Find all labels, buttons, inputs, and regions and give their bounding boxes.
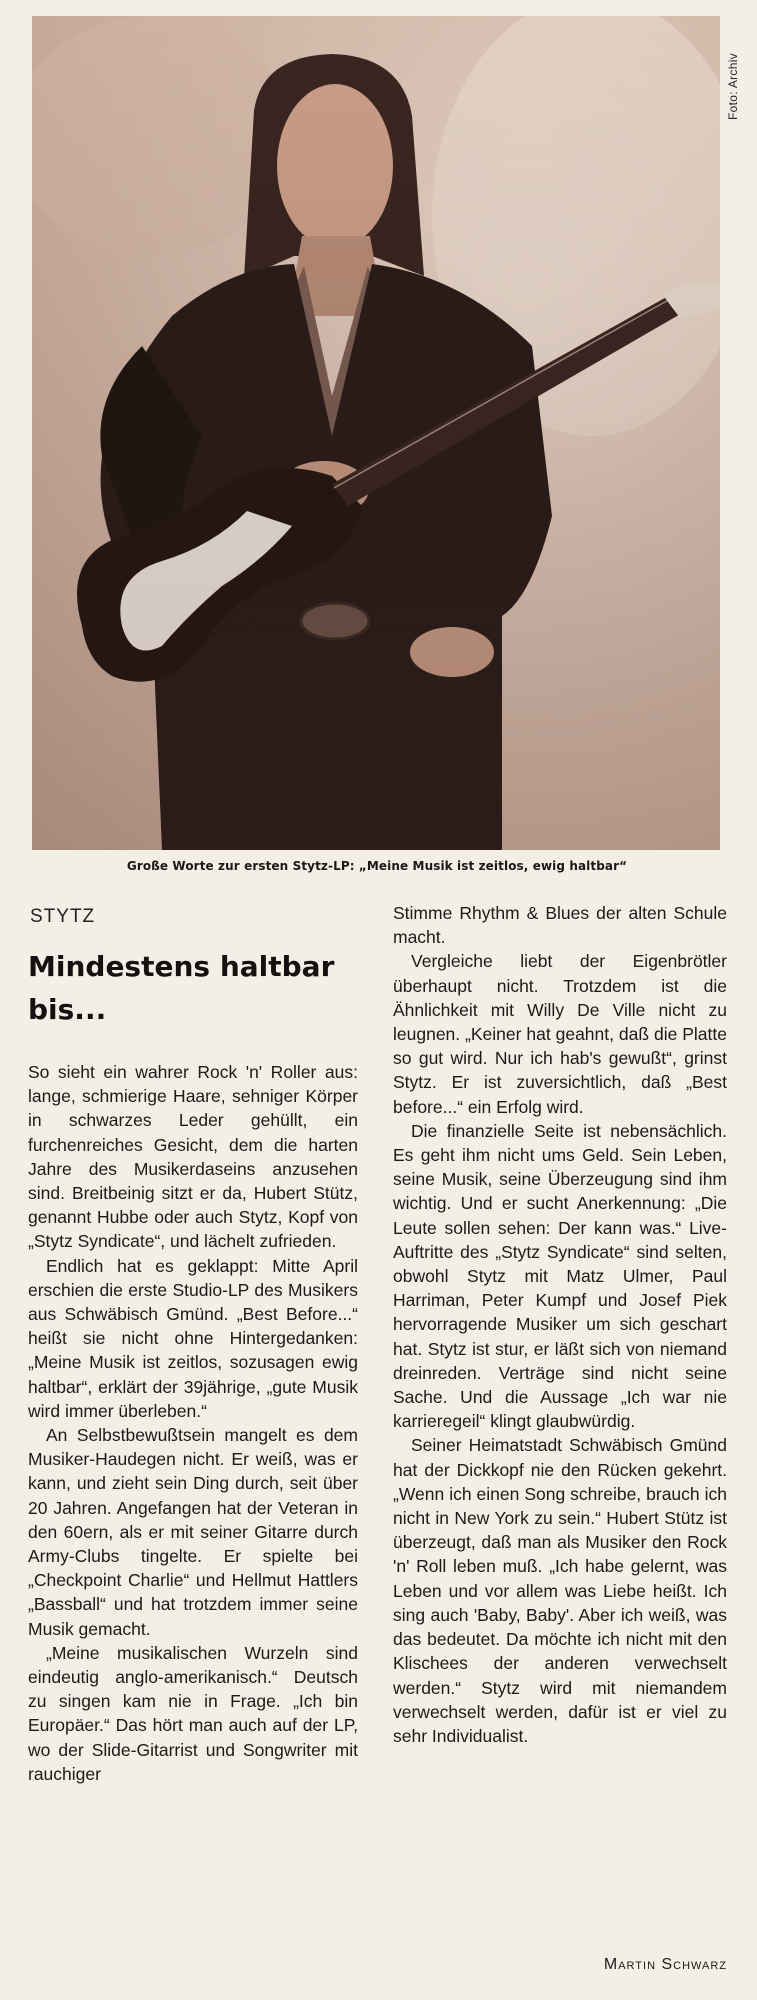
- article-headline: Mindestens haltbar bis...: [28, 950, 335, 1026]
- paragraph: An Selbstbewußtsein mangelt es dem Musiker-Haudegen nicht. Er weiß, was er kann, und zieht sein Ding durch, seit über 20 Jahren. Angefangen hat der Veteran in den 60ern, als er mit seiner Gitarre durch Army-Clubs tingelte. Er spielte bei „Checkpoint Charlie“ und Hellmut Hattlers „Bassball“ und hat trotzdem immer seine Musik gemacht.: [28, 1425, 358, 1639]
- paragraph: Endlich hat es geklappt: Mitte April erschien die erste Studio-LP des Musikers aus Schwäbisch Gmünd. „Best Before...“ heißt sie nicht ohne Hintergedanken: „Meine Musik ist zeitlos, sozusagen ewig haltbar“, erklärt der 39jährige, „gute Musik wird immer überleben.“: [28, 1255, 358, 1421]
- article-column-right: [393, 901, 727, 1748]
- photo-credit: Foto: Archiv: [726, 53, 740, 120]
- paragraph: So sieht ein wahrer Rock 'n' Roller aus: lange, schmierige Haare, sehniger Körper in schwarzes Leder gehüllt, ein furchenreiches Gesicht, dem die harten Jahre des Musikerdaseins anzusehen sind. Breitbeinig sitzt er da, Hubert Stütz, genannt Hubbe oder auch Stytz, Kopf von „Stytz Syndicate“, und lächelt zufrieden.: [28, 1062, 358, 1252]
- article-column-left: [28, 1060, 358, 1786]
- paragraph: Die finanzielle Seite ist nebensächlich. Es geht ihm nicht ums Geld. Sein Leben, seine Musik, seine Überzeugung sind ihm wichtig. Und er sucht Anerkennung: „Die Leute sollen sehen: Der kann was.“ Live-Auftritte des „Stytz Syndicate“ sind selten, obwohl Stytz mit Matz Ulmer, Paul Harriman, Peter Kumpf und Josef Piek hervorragende Musiker um sich geschart hat. Stytz ist stur, er läßt sich von niemand dreinreden. Verträge sind nicht seine Sache. Und die Aussage „Ich war nie karrieregeil“ klingt glaubwürdig.: [393, 1120, 727, 1432]
- author-byline: Martin Schwarz: [603, 1956, 727, 1973]
- photo-caption: Große Worte zur ersten Stytz-LP: „Meine Musik ist zeitlos, ewig haltbar“: [126, 859, 628, 873]
- paragraph: Vergleiche liebt der Eigenbrötler überhaupt nicht. Trotzdem ist die Ähnlichkeit mit Willy De Ville nicht zu leugnen. „Keiner hat geahnt, daß die Platte so gut wird. Nur ich hab's gewußt“, grinst Stytz. Er ist zuversichtlich, daß „Best before...“ ein Erfolg wird.: [393, 951, 727, 1117]
- paragraph: Seiner Heimatstadt Schwäbisch Gmünd hat der Dickkopf nie den Rücken gekehrt. „Wenn ich einen Song schreibe, brauch ich nicht in New York zu sein.“ Hubert Stütz ist überzeugt, daß man als Musiker den Rock 'n' Roll leben muß. „Ich habe gelernt, was Leben und vor allem was Liebe heißt. Ich sing auch 'Baby, Baby'. Aber ich weiß, was das bedeutet. Da möchte ich nicht mit den Klischees der anderen verwechselt werden.“ Stytz wird mit niemandem verwechselt werden, dafür ist er viel zu sehr Individualist.: [393, 1435, 727, 1746]
- article-photo: [32, 16, 720, 850]
- article-kicker: STYTZ: [30, 906, 96, 927]
- paragraph: „Meine musikalischen Wurzeln sind eindeutig anglo-amerikanisch.“ Deutsch zu singen kam nie in Frage. „Ich bin Europäer.“ Das hört man auch auf der LP, wo der Slide-Gitarrist und Songwriter mit rauchiger: [28, 1642, 358, 1784]
- guitarist-photo-illustration: [32, 16, 720, 850]
- paragraph-continued: Stimme Rhythm & Blues der alten Schule macht.: [393, 903, 727, 948]
